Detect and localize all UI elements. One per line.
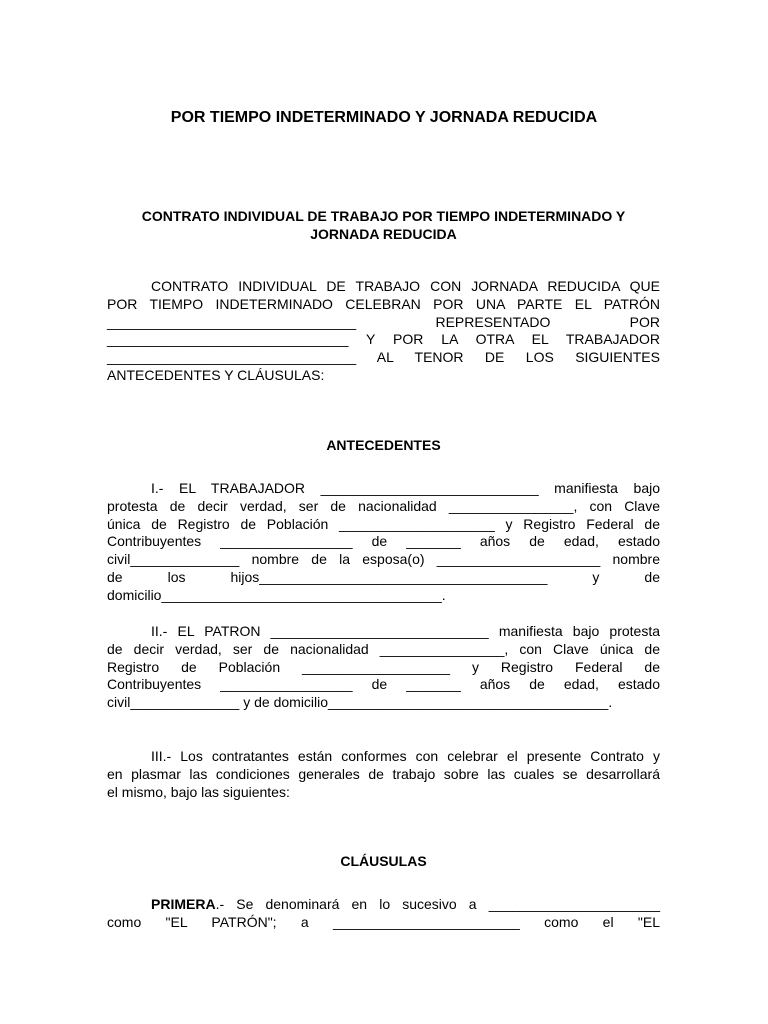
contract-title-line-1: CONTRATO INDIVIDUAL DE TRABAJO POR TIEMPO INDETERMINADO Y — [141, 208, 626, 224]
antecedente-3-line: III.- Los contratantes están conformes con celebrar el presente Contrato y — [151, 748, 660, 764]
intro-line: POR TIEMPO INDETERMINADO CELEBRAN POR UNA PARTE EL PATRÓN — [107, 295, 660, 312]
antecedente-2-paragraph — [107, 623, 660, 712]
antecedente-1-line: Contribuyentes _________________ de _______ años de edad, estado — [107, 533, 660, 550]
antecedente-1-line: protesta de decir verdad, ser de nacionalidad ________________, con Clave — [107, 497, 660, 514]
intro-paragraph — [107, 278, 660, 385]
intro-line: ANTECEDENTES Y CLÁUSULAS: — [107, 366, 325, 383]
clausula-primera-label: PRIMERA — [151, 896, 216, 912]
antecedente-1-line: I.- EL TRABAJADOR ____________________________ manifiesta bajo — [151, 480, 660, 496]
antecedente-2-line: de decir verdad, ser de nacionalidad ________________, con Clave única de — [107, 640, 660, 657]
intro-line: CONTRATO INDIVIDUAL DE TRABAJO CON JORNADA REDUCIDA QUE — [151, 278, 660, 294]
clausula-primera-text: .- Se denominará en lo sucesivo a ______________________ — [215, 896, 660, 912]
antecedente-3-line: en plasmar las condiciones generales de trabajo sobre las cuales se desarrollará — [107, 765, 660, 782]
antecedente-1-line: de los hijos_____________________________________ y de — [107, 568, 660, 585]
antecedente-2-line: Registro de Población ___________________ y Registro Federal de — [107, 658, 660, 675]
clausulas-heading: CLÁUSULAS — [340, 853, 427, 869]
antecedente-3-paragraph — [107, 748, 660, 801]
antecedente-1-line: única de Registro de Población ____________________ y Registro Federal de — [107, 515, 660, 532]
clausula-primera-line: como "EL PATRÓN"; a ________________________ como el "EL — [107, 913, 660, 930]
antecedente-3-line: el mismo, bajo las siguientes: — [107, 783, 290, 800]
antecedente-1-line: civil______________ nombre de la esposa(o) _____________________ nombre — [107, 551, 660, 568]
intro-line: ________________________________ REPRESENTADO POR — [107, 313, 660, 330]
antecedente-2-line: civil______________ y de domicilio____________________________________. — [107, 694, 613, 711]
clausula-primera-line — [107, 896, 660, 914]
antecedente-2-line: Contribuyentes _________________ de _______ años de edad, estado — [107, 676, 660, 693]
contract-title — [107, 207, 660, 243]
clausula-primera-paragraph — [107, 896, 660, 932]
intro-line: ________________________________ AL TENOR DE LOS SIGUIENTES — [107, 349, 660, 366]
antecedente-2-line: II.- EL PATRON ____________________________ manifiesta bajo protesta — [151, 623, 660, 639]
intro-line: _______________________________ Y POR LA OTRA EL TRABAJADOR — [107, 331, 660, 348]
antecedente-1-line: domicilio____________________________________. — [107, 586, 446, 603]
antecedentes-heading: ANTECEDENTES — [326, 437, 441, 453]
document-title: POR TIEMPO INDETERMINADO Y JORNADA REDUCIDA — [170, 109, 598, 126]
antecedente-1-paragraph — [107, 480, 660, 605]
contract-title-line-2: JORNADA REDUCIDA — [310, 226, 457, 242]
